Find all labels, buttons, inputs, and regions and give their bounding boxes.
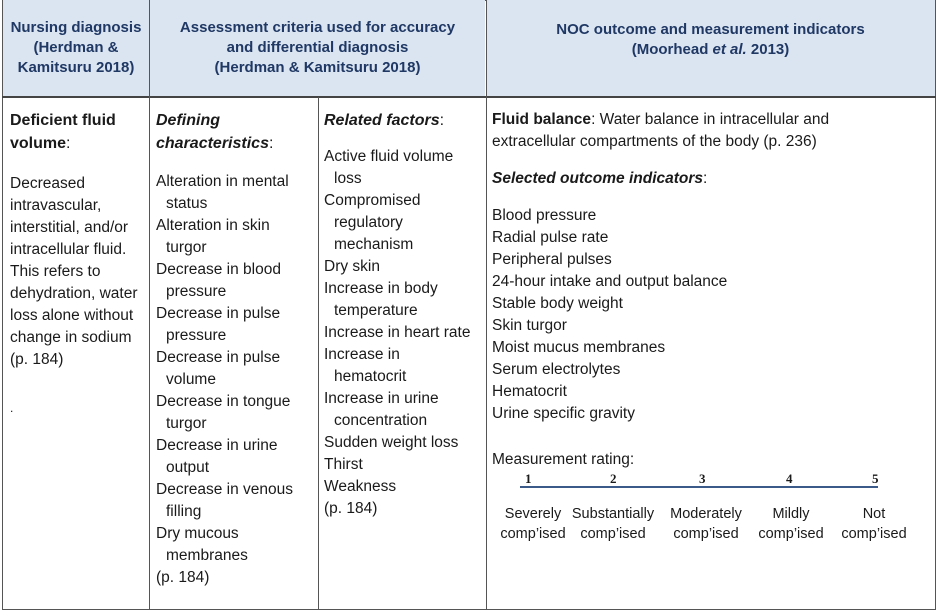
- list-item-text: Decrease in tongue: [156, 393, 291, 410]
- header-line: NOC outcome and measurement indicators: [556, 21, 865, 38]
- indicator-item: Hematocrit: [492, 383, 567, 400]
- diagnosis-cell: [10, 109, 148, 419]
- indicator-item: Serum electrolytes: [492, 361, 621, 378]
- rating-label: Severely comp’ised: [500, 506, 566, 542]
- list-item: [156, 391, 316, 435]
- list-item-text: Alteration in mental: [156, 173, 289, 190]
- column-divider: [318, 97, 319, 610]
- list-item-text: Thirst: [324, 456, 363, 473]
- list-item-text: Increase in: [324, 346, 400, 363]
- list-item-text: Sudden weight loss: [324, 434, 459, 451]
- list-item-text: Dry mucous: [156, 525, 239, 542]
- list-item-continuation: turgor: [166, 239, 207, 256]
- related-ref: (p. 184): [324, 500, 378, 517]
- list-item-text: Decrease in pulse: [156, 349, 281, 366]
- list-item-text: Decrease in blood: [156, 261, 281, 278]
- list-item-continuation: filling: [166, 503, 202, 520]
- list-item-text: Dry skin: [324, 258, 380, 275]
- noc-cell: [492, 109, 932, 425]
- header-assessment-criteria: [150, 0, 485, 96]
- defining-characteristics-cell: [156, 109, 316, 589]
- list-item-text: Decrease in venous: [156, 481, 293, 498]
- header-line: (Moorhead et al. 2013): [631, 41, 790, 58]
- noc-definition: Fluid balance: Water balance in intracellular and extracellular compartments of the body (p. 236): [492, 111, 830, 150]
- list-item-continuation: mechanism: [334, 236, 414, 253]
- list-item-text: Increase in body: [324, 280, 438, 297]
- diagnosis-title: Deficient fluid volume:: [10, 112, 116, 152]
- header-line: (Herdman & Kamitsuru 2018): [214, 59, 421, 76]
- list-item-continuation: volume: [166, 371, 216, 388]
- column-divider: [486, 0, 487, 610]
- list-item-continuation: turgor: [166, 415, 207, 432]
- indicator-item: Radial pulse rate: [492, 229, 609, 246]
- column-divider: [149, 0, 150, 610]
- header-line: Kamitsuru 2018): [17, 59, 135, 76]
- list-item-continuation: hematocrit: [334, 368, 407, 385]
- list-item: [324, 344, 484, 388]
- header-noc-outcome: [486, 0, 935, 96]
- list-item-continuation: regulatory: [334, 214, 403, 231]
- list-item-text: Compromised: [324, 192, 421, 209]
- list-item-text: Increase in heart rate: [324, 324, 471, 341]
- defining-list: [156, 171, 316, 567]
- list-item-continuation: output: [166, 459, 210, 476]
- list-item: [324, 256, 484, 278]
- list-item: [324, 454, 484, 476]
- defining-ref: (p. 184): [156, 569, 210, 586]
- list-item-continuation: temperature: [334, 302, 418, 319]
- list-item: [156, 479, 316, 523]
- list-item: [156, 523, 316, 567]
- rating-label: Mildly comp’ised: [758, 506, 824, 542]
- list-item: [324, 322, 484, 344]
- rating-number: 4: [786, 471, 793, 486]
- rating-number: 1: [525, 471, 532, 486]
- list-item: [156, 303, 316, 347]
- diagnosis-description: Decreased intravascular, interstitial, and/or intracellular fluid. This refers to dehydration, water loss alone without change in sodium (p. 184): [10, 175, 138, 368]
- list-item: [324, 146, 484, 190]
- indicator-item: Peripheral pulses: [492, 251, 612, 268]
- related-factors-cell: [324, 109, 484, 520]
- indicator-item: 24-hour intake and output balance: [492, 273, 728, 290]
- header-line: Assessment criteria used for accuracy: [179, 19, 456, 36]
- list-item-continuation: loss: [334, 170, 362, 187]
- list-item-continuation: pressure: [166, 283, 227, 300]
- indicator-item: Urine specific gravity: [492, 405, 635, 422]
- header-line: (Herdman &: [33, 39, 119, 56]
- list-item-text: Weakness: [324, 478, 397, 495]
- indicator-item: Skin turgor: [492, 317, 567, 334]
- header-nursing-diagnosis: [3, 0, 149, 96]
- indicator-item: Blood pressure: [492, 207, 597, 224]
- list-item: [156, 259, 316, 303]
- related-title: Related factors:: [324, 112, 445, 129]
- list-item: [324, 476, 484, 498]
- list-item-continuation: status: [166, 195, 208, 212]
- list-item-continuation: membranes: [166, 547, 248, 564]
- rating-number: 2: [610, 471, 617, 486]
- header-divider: [2, 96, 936, 98]
- list-item: [156, 215, 316, 259]
- defining-title: Defining characteristics:: [156, 112, 274, 152]
- list-item-continuation: concentration: [334, 412, 428, 429]
- indicators-title: Selected outcome indicators:: [492, 170, 708, 187]
- stray-mark: .: [10, 401, 14, 415]
- list-item: [156, 435, 316, 479]
- indicator-item: Stable body weight: [492, 295, 623, 312]
- list-item-text: Active fluid volume: [324, 148, 454, 165]
- list-item: [324, 388, 484, 432]
- list-item: [324, 278, 484, 322]
- rating-number: 3: [699, 471, 706, 486]
- list-item-text: Decrease in pulse: [156, 305, 281, 322]
- list-item: [324, 190, 484, 256]
- indicator-list: [492, 205, 932, 425]
- list-item: [156, 347, 316, 391]
- measurement-rating-label: Measurement rating:: [492, 451, 635, 468]
- list-item-continuation: pressure: [166, 327, 227, 344]
- rating-label: Moderately comp’ised: [670, 506, 742, 542]
- list-item-text: Alteration in skin: [156, 217, 270, 234]
- indicator-item: Moist mucus membranes: [492, 339, 666, 356]
- header-line: and differential diagnosis: [226, 39, 409, 56]
- related-list: [324, 146, 484, 498]
- rating-label: Not comp’ised: [841, 506, 907, 542]
- list-item: [156, 171, 316, 215]
- header-line: Nursing diagnosis: [10, 19, 142, 36]
- list-item-text: Decrease in urine: [156, 437, 278, 454]
- list-item: [324, 432, 484, 454]
- list-item-text: Increase in urine: [324, 390, 439, 407]
- rating-label: Substantially comp’ised: [571, 506, 655, 542]
- rating-number: 5: [872, 471, 879, 486]
